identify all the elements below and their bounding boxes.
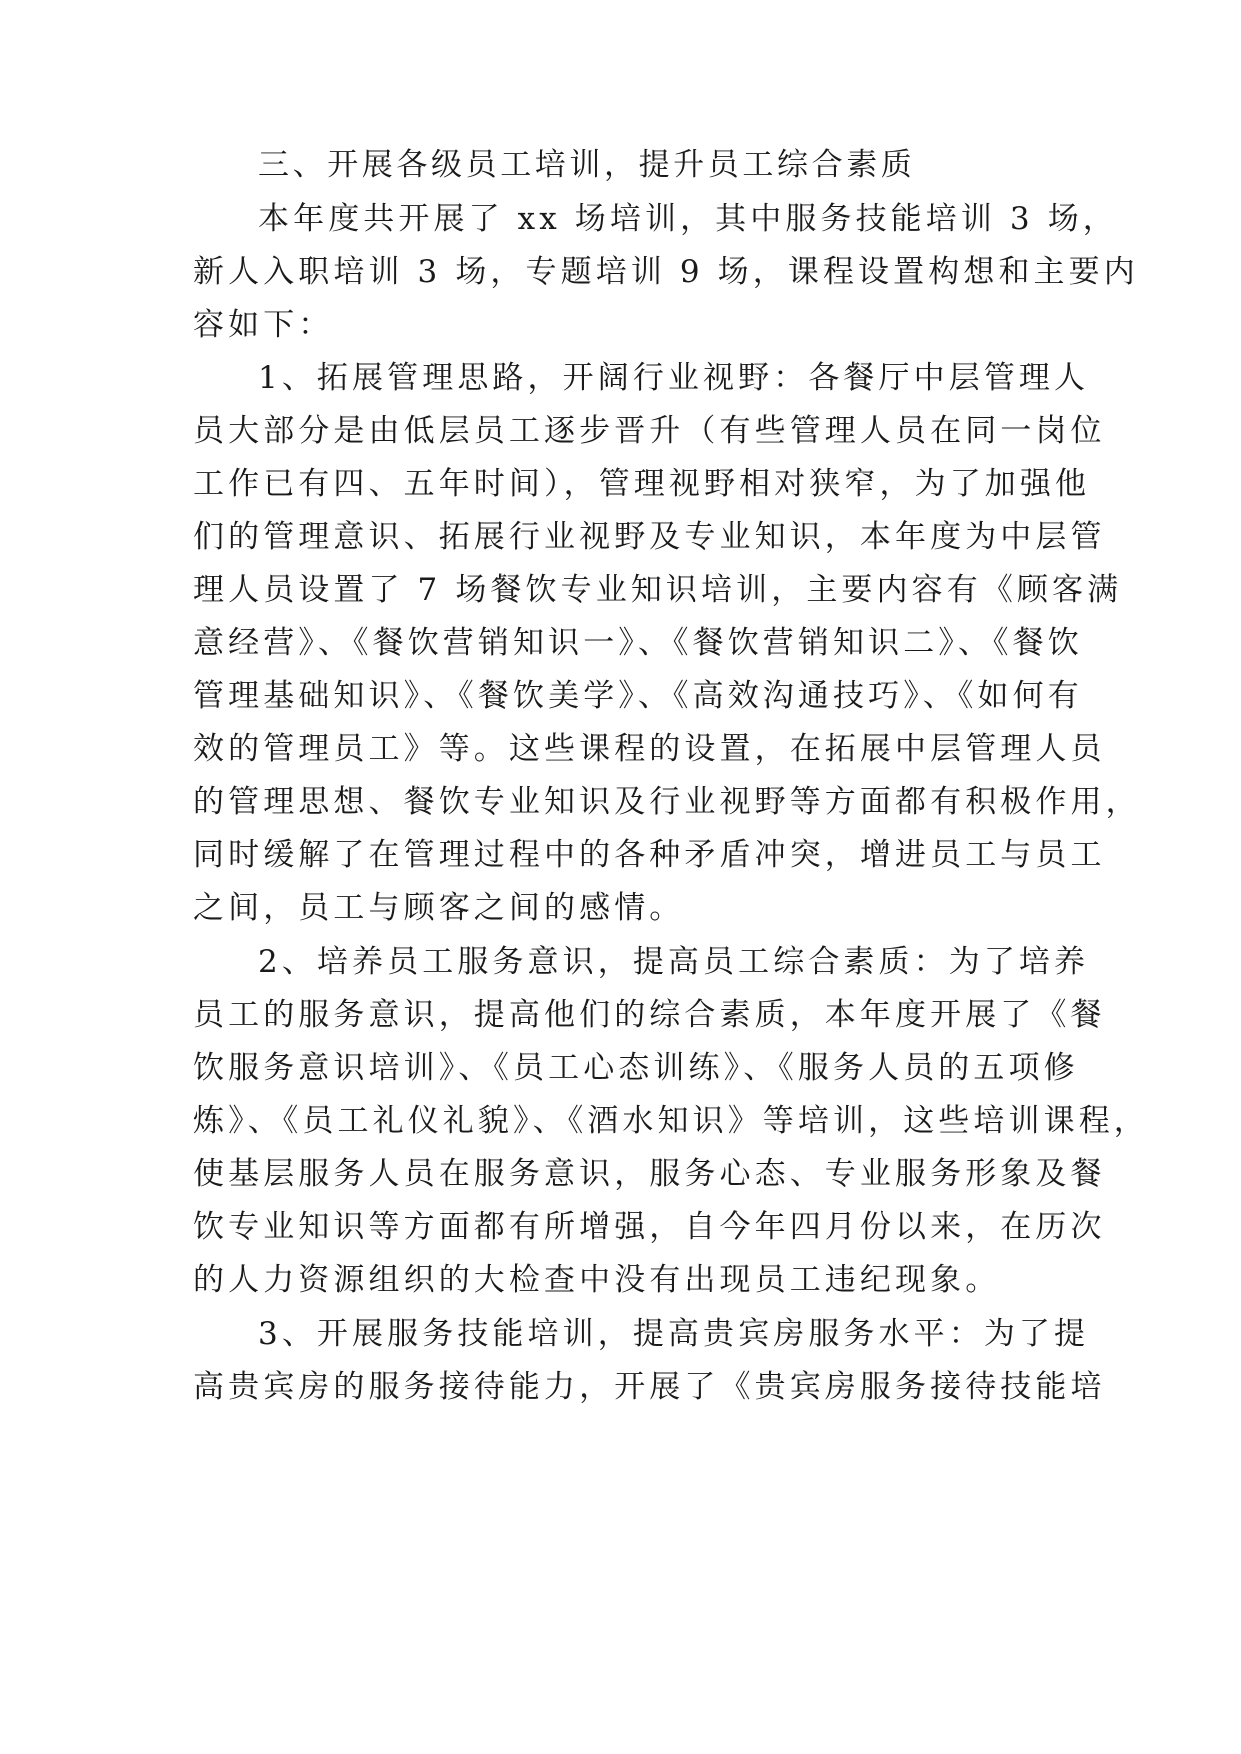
paragraph-line: 的管理思想、餐饮专业知识及行业视野等方面都有积极作用， bbox=[193, 784, 1141, 820]
paragraph-line: 饮服务意识培训》、《员工心态训练》、《服务人员的五项修 bbox=[193, 1050, 1079, 1086]
paragraph-line: 新人入职培训 3 场，专题培训 9 场，课程设置构想和主要内 bbox=[193, 254, 1139, 290]
paragraph-line: 之间，员工与顾客之间的感情。 bbox=[193, 890, 685, 926]
paragraph-line: 的人力资源组织的大检查中没有出现员工违纪现象。 bbox=[193, 1262, 1001, 1298]
paragraph-line: 1、拓展管理思路，开阔行业视野：各餐厅中层管理人 bbox=[258, 360, 1090, 396]
paragraph-line: 本年度共开展了 xx 场培训，其中服务技能培训 3 场， bbox=[258, 201, 1118, 237]
paragraph-line: 同时缓解了在管理过程中的各种矛盾冲突，增进员工与员工 bbox=[193, 837, 1106, 873]
paragraph-line: 管理基础知识》、《餐饮美学》、《高效沟通技巧》、《如何有 bbox=[193, 678, 1083, 714]
paragraph-line: 们的管理意识、拓展行业视野及专业知识，本年度为中层管 bbox=[193, 519, 1106, 555]
paragraph-line: 员大部分是由低层员工逐步晋升（有些管理人员在同一岗位 bbox=[193, 413, 1106, 449]
paragraph-line: 3、开展服务技能培训，提高贵宾房服务水平：为了提 bbox=[258, 1316, 1090, 1352]
paragraph-line: 意经营》、《餐饮营销知识一》、《餐饮营销知识二》、《餐饮 bbox=[193, 625, 1083, 661]
paragraph-line: 效的管理员工》等。这些课程的设置，在拓展中层管理人员 bbox=[193, 731, 1106, 767]
paragraph-line: 工作已有四、五年时间），管理视野相对狭窄，为了加强他 bbox=[193, 466, 1091, 502]
section-heading: 三、开展各级员工培训，提升员工综合素质 bbox=[258, 147, 916, 183]
paragraph-line: 高贵宾房的服务接待能力，开展了《贵宾房服务接待技能培 bbox=[193, 1369, 1106, 1405]
paragraph-line: 饮专业知识等方面都有所增强，自今年四月份以来，在历次 bbox=[193, 1209, 1106, 1245]
paragraph-line: 使基层服务人员在服务意识，服务心态、专业服务形象及餐 bbox=[193, 1156, 1106, 1192]
paragraph-line: 容如下： bbox=[193, 307, 334, 343]
paragraph-line: 理人员设置了 7 场餐饮专业知识培训，主要内容有《顾客满 bbox=[193, 572, 1123, 608]
paragraph-line: 员工的服务意识，提高他们的综合素质，本年度开展了《餐 bbox=[193, 997, 1106, 1033]
paragraph-line: 2、培养员工服务意识，提高员工综合素质：为了培养 bbox=[258, 944, 1090, 980]
paragraph-line: 炼》、《员工礼仪礼貌》、《酒水知识》等培训，这些培训课程， bbox=[193, 1103, 1149, 1139]
